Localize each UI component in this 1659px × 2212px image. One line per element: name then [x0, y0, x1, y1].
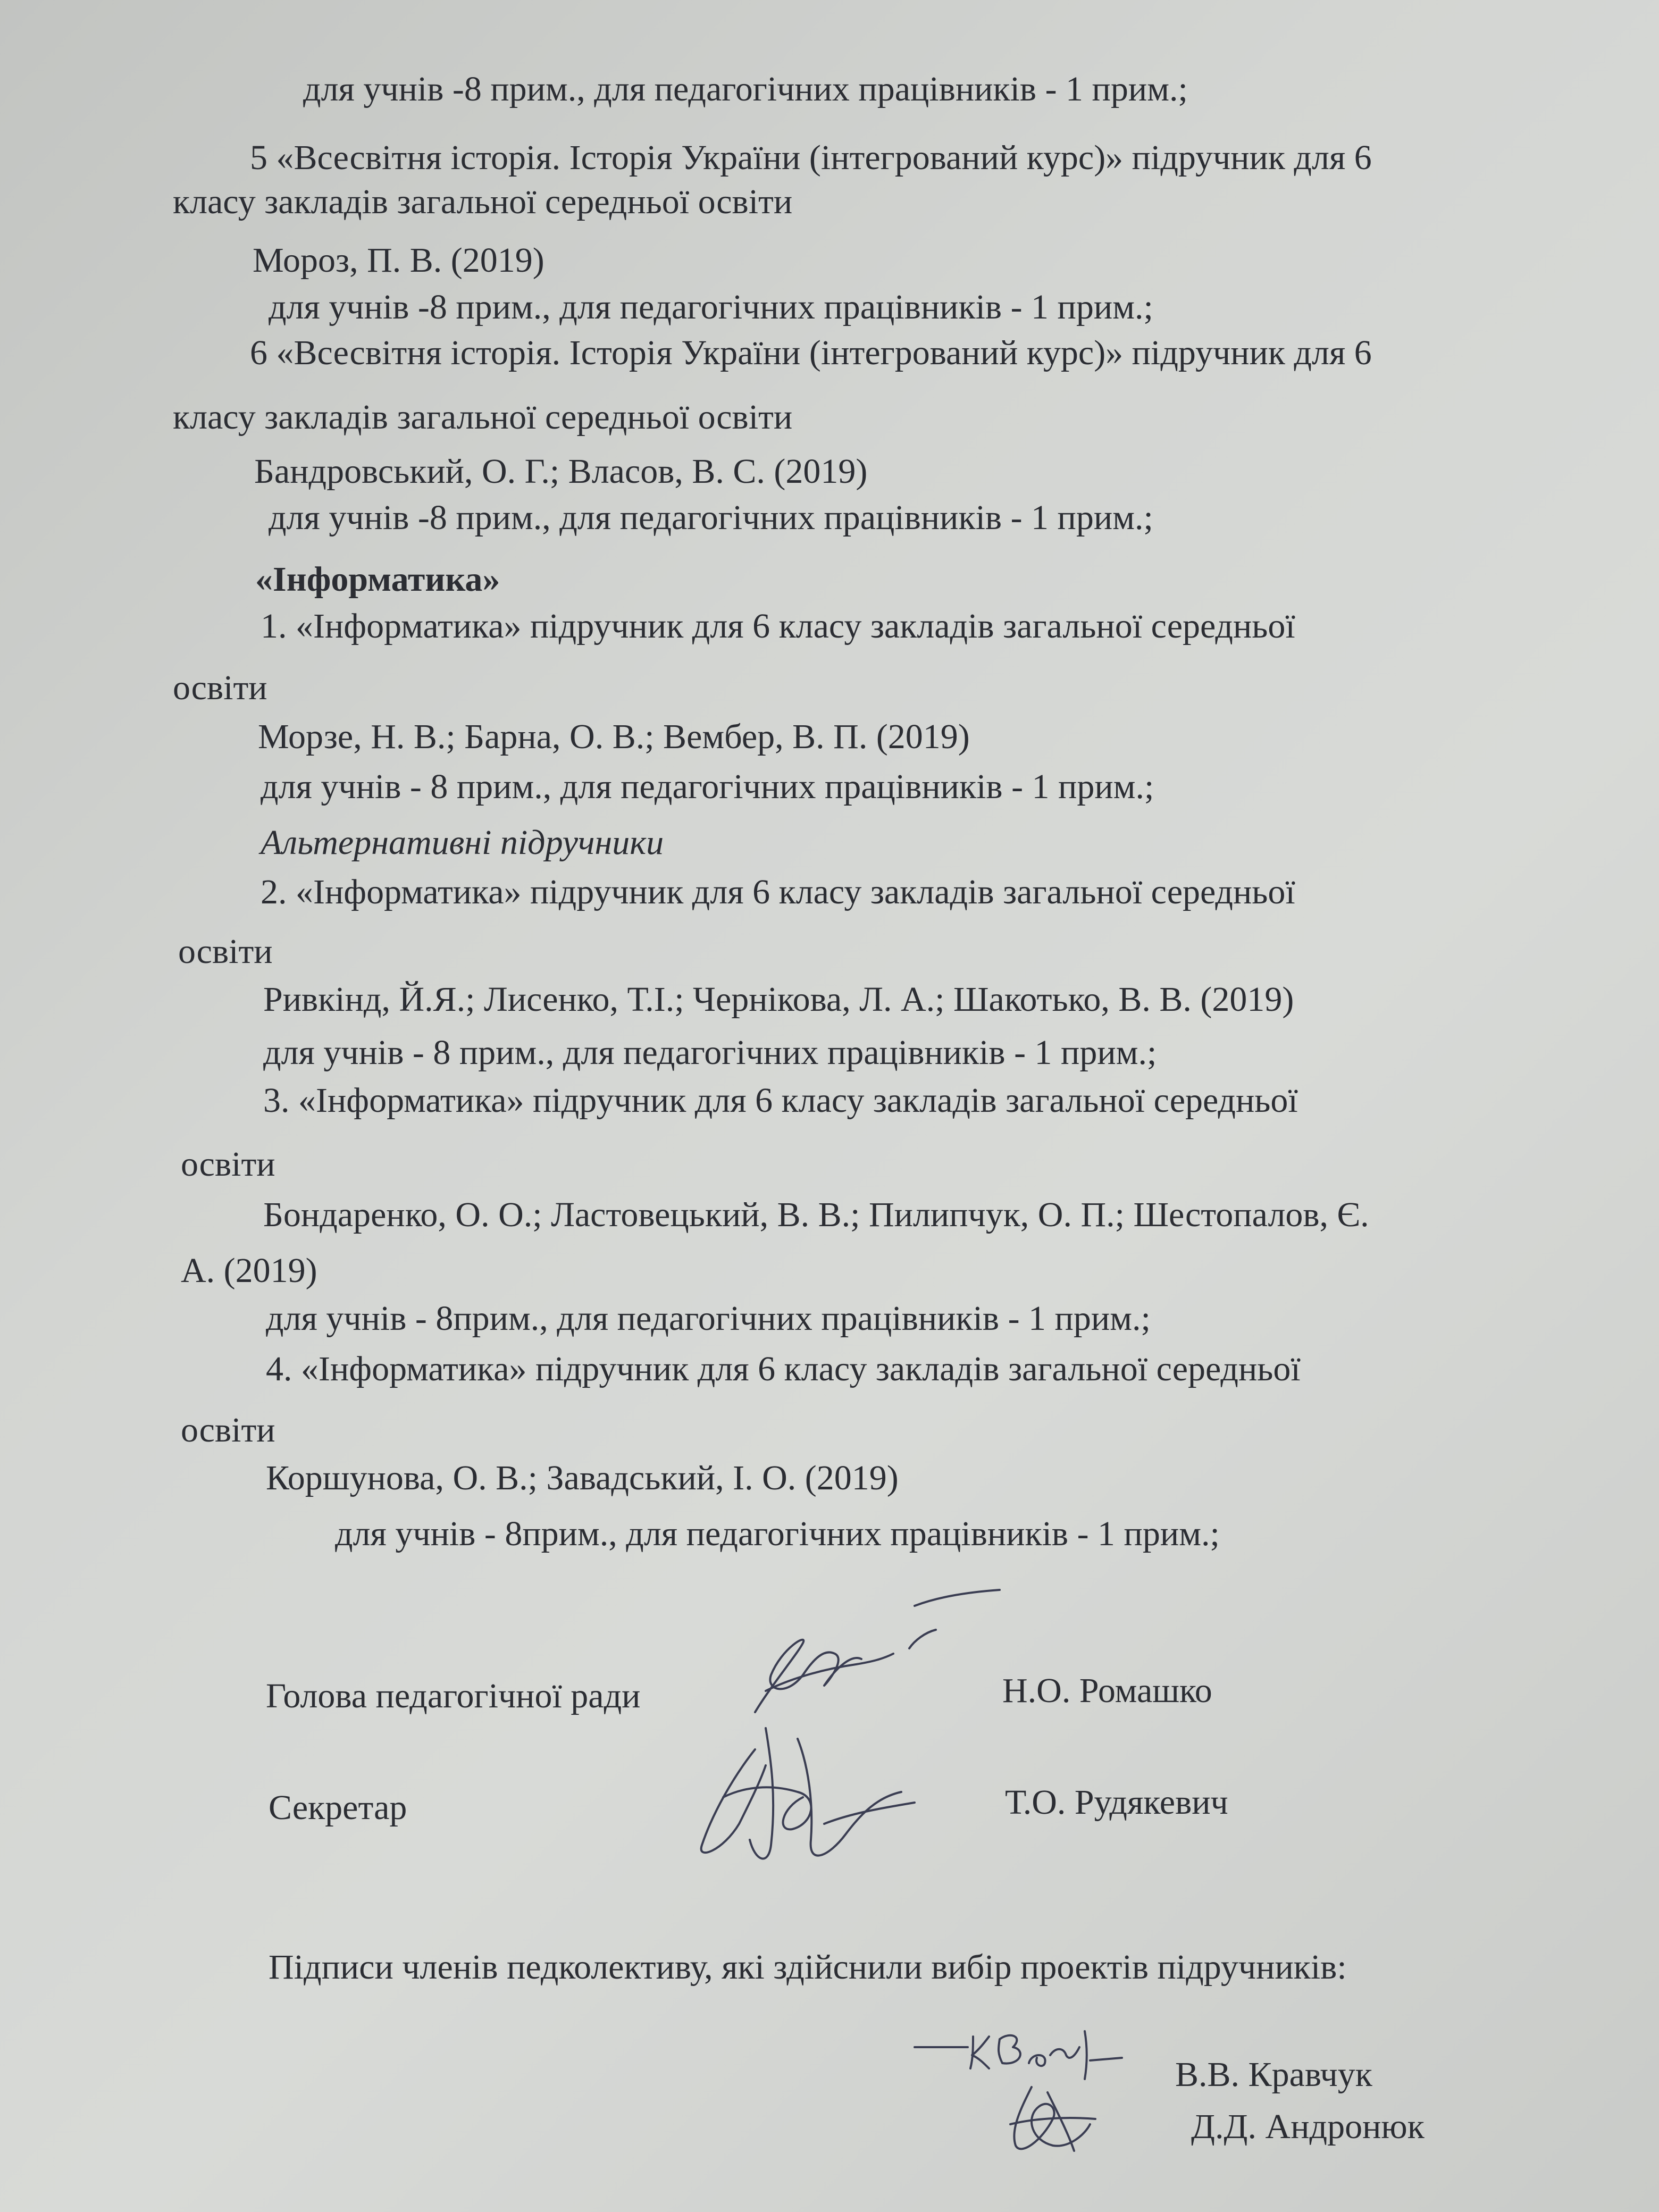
- textbook-title-line: 6 «Всесвітня історія. Історія України (інтегрований курс)» підручник для 6: [250, 333, 1372, 372]
- member-name: В.В. Кравчук: [1175, 2055, 1372, 2094]
- secretary-role-label: Секретар: [269, 1788, 407, 1827]
- members-caption: Підписи членів педколективу, які здійснили вибір проектів підручників:: [269, 1948, 1347, 1987]
- textbook-title-line: 4. «Інформатика» підручник для 6 класу закладів загальної середньої: [266, 1350, 1301, 1388]
- copies-line: для учнів - 8прим., для педагогічних працівників - 1 прим.;: [335, 1514, 1220, 1553]
- copies-line: для учнів - 8 прим., для педагогічних працівників - 1 прим.;: [263, 1033, 1157, 1072]
- textbook-title-line: 2. «Інформатика» підручник для 6 класу закладів загальної середньої: [261, 873, 1295, 911]
- chair-role-label: Голова педагогічної ради: [266, 1677, 641, 1715]
- copies-line: для учнів -8 прим., для педагогічних працівників - 1 прим.;: [303, 70, 1188, 108]
- textbook-authors: Коршунова, О. В.; Завадський, І. О. (2019): [266, 1459, 899, 1497]
- member-name: Д.Д. Андронюк: [1191, 2107, 1425, 2146]
- textbook-authors: Бандровський, О. Г.; Власов, В. С. (2019): [254, 452, 868, 491]
- copies-line: для учнів - 8 прим., для педагогічних працівників - 1 прим.;: [261, 767, 1154, 806]
- secretary-signature: [691, 1717, 936, 1872]
- copies-line: для учнів -8 прим., для педагогічних працівників - 1 прим.;: [269, 288, 1153, 326]
- textbook-authors: А. (2019): [181, 1251, 317, 1290]
- textbook-title-line: 5 «Всесвітня історія. Історія України (інтегрований курс)» підручник для 6: [250, 138, 1372, 177]
- textbook-title-line: класу закладів загальної середньої освіти: [173, 182, 793, 221]
- textbook-title-line: освіти: [173, 668, 267, 707]
- textbook-authors: Мороз, П. В. (2019): [253, 241, 544, 280]
- textbook-title-line: 3. «Інформатика» підручник для 6 класу закладів загальної середньої: [263, 1081, 1298, 1120]
- textbook-authors: Бондаренко, О. О.; Ластовецький, В. В.; Пилипчук, О. П.; Шестопалов, Є.: [263, 1195, 1369, 1234]
- copies-line: для учнів -8 прим., для педагогічних працівників - 1 прим.;: [269, 498, 1153, 537]
- textbook-authors: Ривкінд, Й.Я.; Лисенко, Т.І.; Чернікова, Л. А.; Шакотько, В. В. (2019): [263, 980, 1294, 1019]
- secretary-name: Т.О. Рудякевич: [1005, 1783, 1228, 1822]
- copies-line: для учнів - 8прим., для педагогічних працівників - 1 прим.;: [266, 1299, 1151, 1338]
- member2-signature: [1000, 2076, 1106, 2161]
- textbook-authors: Морзе, Н. В.; Барна, О. В.; Вембер, В. П. (2019): [258, 717, 970, 756]
- section-heading: «Інформатика»: [255, 560, 500, 599]
- textbook-title-line: освіти: [181, 1145, 275, 1184]
- textbook-title-line: 1. «Інформатика» підручник для 6 класу закладів загальної середньої: [261, 607, 1295, 646]
- textbook-title-line: класу закладів загальної середньої освіти: [173, 398, 793, 437]
- chair-name: Н.О. Ромашко: [1002, 1671, 1212, 1710]
- textbook-title-line: освіти: [181, 1411, 275, 1449]
- textbook-title-line: освіти: [178, 932, 273, 971]
- subsection-heading: Альтернативні підручники: [261, 823, 664, 862]
- chair-signature: [734, 1590, 1010, 1728]
